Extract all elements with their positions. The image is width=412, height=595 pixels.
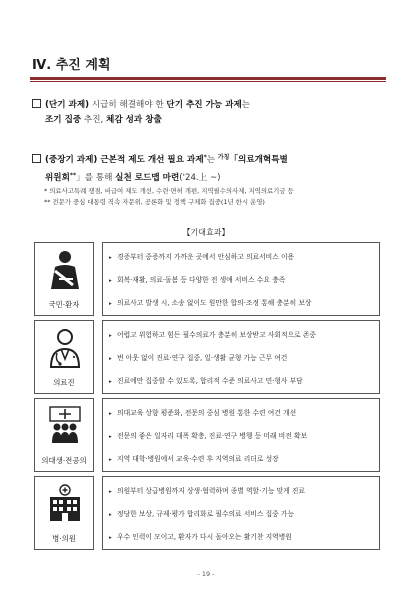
plan-long-term xyxy=(32,150,384,186)
plan-long-term-line2: 위원회**」를 통해 실천 로드맵 마련('24.上 ~) xyxy=(45,172,221,183)
plan-short-term-line2: 조기 집중 추진, 체감 성과 창출 xyxy=(45,115,162,125)
plan-tag: (중장기 과제) 근본적 제도 개선 필요 과제 xyxy=(45,155,204,165)
bullet-arrow-icon: ▸ xyxy=(109,255,112,261)
bullet-arrow-icon: ▸ xyxy=(109,333,112,339)
effect-group-patients xyxy=(34,242,380,316)
bullet-arrow-icon: ▸ xyxy=(109,278,112,284)
effect-item: ▸ 지역 대학·병원에서 교육·수련 후 지역의료 리더로 성장 xyxy=(109,448,373,471)
effect-item: ▸ 의료사고 발생 시, 소송 없이도 원만한 합의·조정 통해 충분히 보상 xyxy=(109,292,373,315)
bullet-arrow-icon: ▸ xyxy=(109,356,112,362)
effect-item: ▸ 어렵고 위험하고 힘든 필수의료가 충분히 보상받고 사회적으로 존중 xyxy=(109,324,373,347)
group-icon-box xyxy=(34,476,94,550)
group-icon-box xyxy=(34,242,94,316)
effect-group-hospitals xyxy=(34,476,380,550)
group-icon-box xyxy=(34,320,94,394)
footnotes xyxy=(44,186,384,208)
effect-item: ▸ 회복·재활, 의료·돌봄 등 다양한 전 생애 서비스 수요 충족 xyxy=(109,269,373,292)
group-label: 병·의원 xyxy=(52,534,76,543)
effect-group-students xyxy=(34,398,380,472)
bullet-arrow-icon: ▸ xyxy=(109,301,112,307)
effect-items xyxy=(102,320,380,394)
plan-short-term xyxy=(32,98,384,128)
effect-items xyxy=(102,476,380,550)
section-title: Ⅳ. 추진 계획 xyxy=(32,58,111,73)
effect-item: ▸ 진료에만 집중할 수 있도록, 합리적 수준 의료사고 민·형사 부담 xyxy=(109,370,373,393)
effect-items xyxy=(102,398,380,472)
group-label: 의대생·전공의 xyxy=(41,456,87,465)
plan-long-term-line1: (중장기 과제) 근본적 제도 개선 필요 과제*는 $^{가칭}$「의료개혁특별 xyxy=(32,150,384,168)
students-icon xyxy=(47,405,83,449)
group-icon-box xyxy=(34,398,94,472)
title-rule-thick xyxy=(30,77,386,80)
plan-tag: (단기 과제) xyxy=(45,100,90,110)
effect-item: ▸ 의원부터 상급병원까지 상생·협력하며 종별 역할·기능 맞게 진료 xyxy=(109,480,373,503)
plan-short-term-line1: (단기 과제) 시급히 해결해야 한 단기 추진 가능 과제는 xyxy=(32,98,384,113)
effect-items xyxy=(102,242,380,316)
group-label: 의료진 xyxy=(53,378,75,387)
page-number: - 19 - xyxy=(197,570,215,578)
bullet-arrow-icon: ▸ xyxy=(109,489,112,495)
effect-item: ▸ 정당한 보상, 규제·평가 합리화로 필수의료 서비스 집중 가능 xyxy=(109,503,373,526)
title-rule-thin xyxy=(30,81,386,82)
bullet-arrow-icon: ▸ xyxy=(109,379,112,385)
bullet-arrow-icon: ▸ xyxy=(109,457,112,463)
effect-group-doctors xyxy=(34,320,380,394)
effect-item: ▸ 번 아웃 없이 진료·연구 집중, 일·생활 균형 가능 근무 여건 xyxy=(109,347,373,370)
bullet-arrow-icon: ▸ xyxy=(109,434,112,440)
checkbox-square-icon xyxy=(32,99,41,108)
patient-icon xyxy=(47,249,83,293)
effects-title: 【기대효과】 xyxy=(182,228,230,237)
footnote-1: * 의료사고특례 쟁점, 비급여 제도 개선, 수련·면허 개편, 지역필수의사제, 지역의료기금 등 xyxy=(44,187,294,195)
checkbox-square-icon xyxy=(32,154,41,163)
footnote-2: ** 전문가 중심 대통령 직속 자문위, 공론화 및 정책 구체화 집중(1년 한시 운영) xyxy=(44,198,265,206)
effect-item: ▸ 경증부터 중증까지 가까운 곳에서 안심하고 의료서비스 이용 xyxy=(109,246,373,269)
section-header xyxy=(30,54,386,82)
bullet-arrow-icon: ▸ xyxy=(109,411,112,417)
hospital-icon xyxy=(47,483,83,527)
effect-item: ▸ 의대교육 상향 평준화, 전문의 중심 병원 통한 수련 여건 개선 xyxy=(109,402,373,425)
doctor-icon xyxy=(47,327,83,371)
effect-item: ▸ 우수 인력이 모이고, 환자가 다시 돌아오는 활기찬 지역병원 xyxy=(109,526,373,549)
effect-item: ▸ 전문의 좋은 일자리 대폭 확충, 진료·연구 병행 등 미래 비전 확보 xyxy=(109,425,373,448)
group-label: 국민·환자 xyxy=(48,300,80,309)
bullet-arrow-icon: ▸ xyxy=(109,512,112,518)
bullet-arrow-icon: ▸ xyxy=(109,535,112,541)
